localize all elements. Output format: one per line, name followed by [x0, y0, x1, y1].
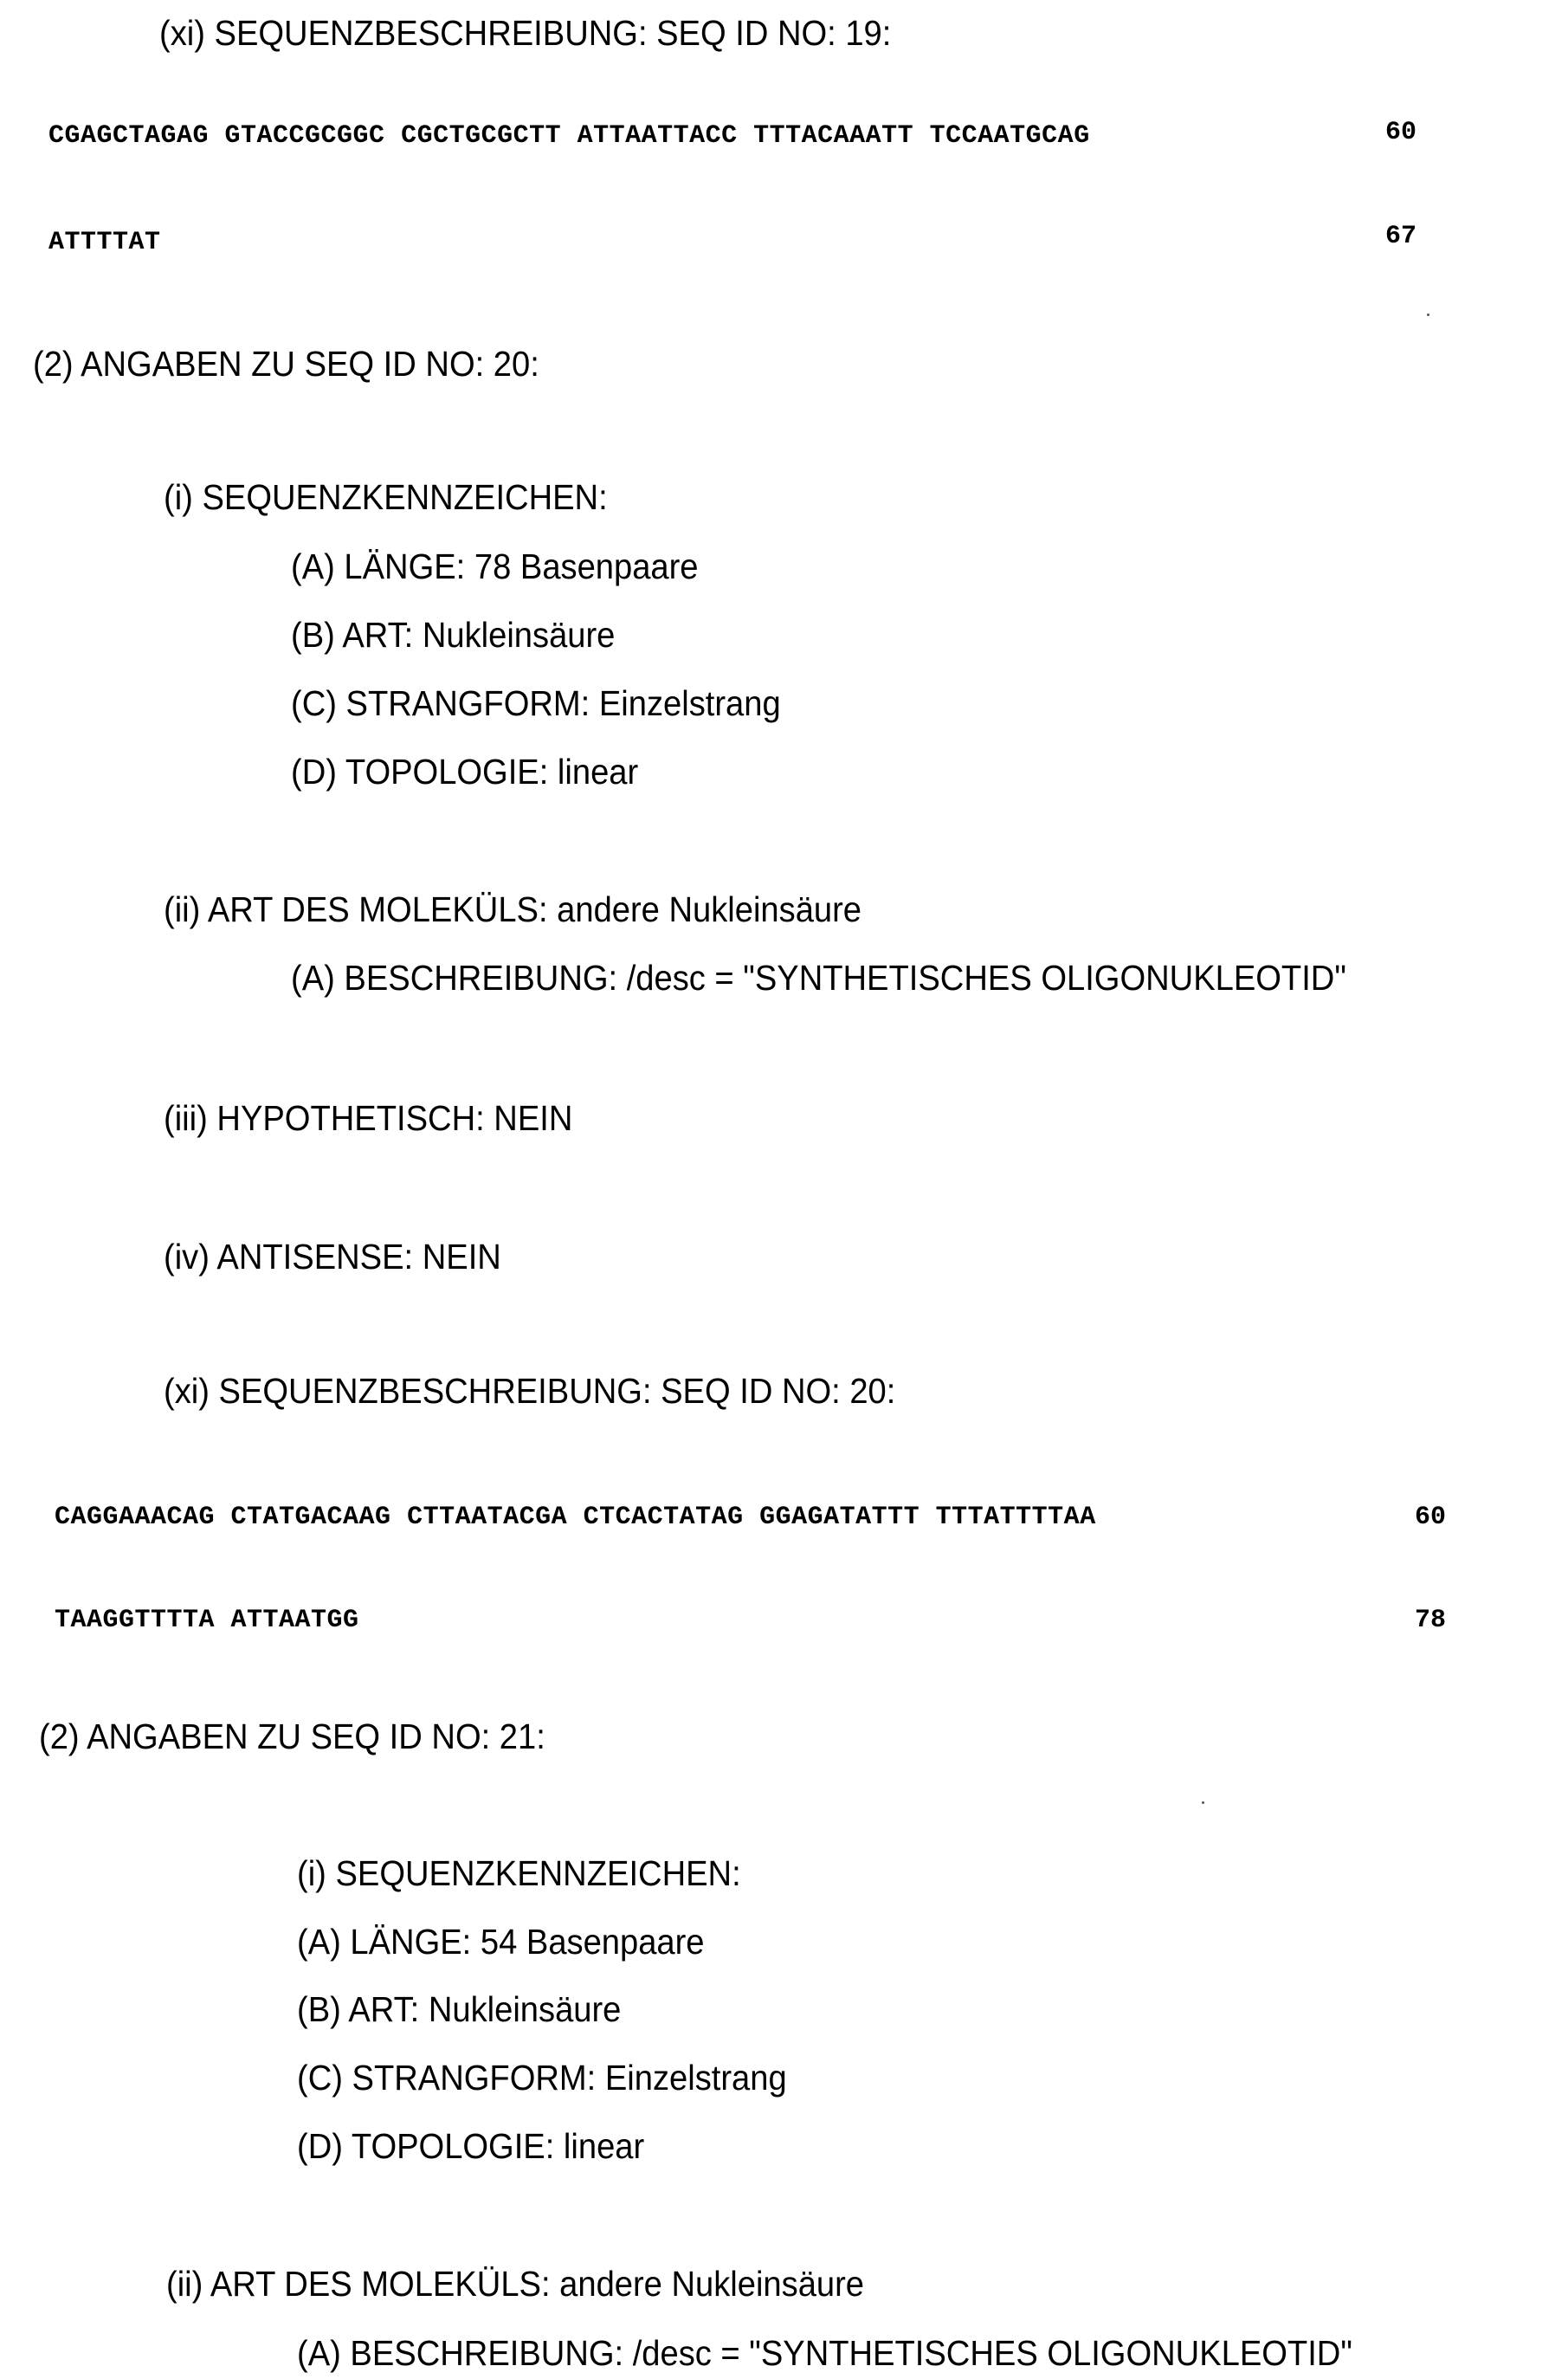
- seq20-sequence-line-1: CAGGAAACAG CTATGACAAG CTTAATACGA CTCACTATAG GGAGATATTT TTTATTTTAA: [55, 1503, 1096, 1532]
- seq21-molecule-type: (ii) ART DES MOLEKÜLS: andere Nukleinsäure: [166, 2264, 865, 2304]
- seq19-sequence-line-1: CGAGCTAGAG GTACCGCGGC CGCTGCGCTT ATTAATTACC TTTACAAATT TCCAATGCAG: [48, 121, 1090, 151]
- seq20-molecule-description: (A) BESCHREIBUNG: /desc = "SYNTHETISCHES OLIGONUKLEOTID": [291, 958, 1346, 998]
- seq19-sequence-line-2: ATTTTAT: [48, 228, 161, 257]
- scan-artifact-dot: [1427, 314, 1429, 316]
- seq20-antisense: (iv) ANTISENSE: NEIN: [164, 1237, 501, 1277]
- seq21-topology: (D) TOPOLOGIE: linear: [297, 2126, 645, 2166]
- seq20-heading: (2) ANGABEN ZU SEQ ID NO: 20:: [33, 344, 539, 384]
- seq21-length: (A) LÄNGE: 54 Basenpaare: [297, 1922, 705, 1962]
- seq20-hypothetical: (iii) HYPOTHETISCH: NEIN: [164, 1098, 573, 1138]
- seq20-topology: (D) TOPOLOGIE: linear: [291, 752, 639, 792]
- seq20-length: (A) LÄNGE: 78 Basenpaare: [291, 546, 699, 586]
- seq20-sequence-position-1: 60: [1415, 1503, 1447, 1532]
- scan-artifact-dot: [1202, 1801, 1204, 1804]
- seq19-description-heading: (xi) SEQUENZBESCHREIBUNG: SEQ ID NO: 19:: [159, 13, 892, 53]
- seq21-type: (B) ART: Nukleinsäure: [297, 1989, 622, 2029]
- seq19-sequence-position-1: 60: [1385, 118, 1417, 147]
- seq20-sequence-line-2: TAAGGTTTTA ATTAATGG: [55, 1606, 359, 1635]
- seq20-description-heading: (xi) SEQUENZBESCHREIBUNG: SEQ ID NO: 20:: [164, 1371, 896, 1411]
- seq21-strandedness: (C) STRANGFORM: Einzelstrang: [297, 2058, 787, 2098]
- seq21-characteristics-heading: (i) SEQUENZKENNZEICHEN:: [297, 1853, 741, 1893]
- seq20-strandedness: (C) STRANGFORM: Einzelstrang: [291, 683, 781, 723]
- seq21-heading: (2) ANGABEN ZU SEQ ID NO: 21:: [39, 1716, 545, 1756]
- seq21-molecule-description: (A) BESCHREIBUNG: /desc = "SYNTHETISCHES OLIGONUKLEOTID": [297, 2333, 1352, 2373]
- seq20-molecule-type: (ii) ART DES MOLEKÜLS: andere Nukleinsäure: [164, 889, 862, 929]
- seq20-sequence-position-2: 78: [1415, 1606, 1447, 1635]
- seq19-sequence-position-2: 67: [1385, 222, 1417, 251]
- seq20-characteristics-heading: (i) SEQUENZKENNZEICHEN:: [164, 477, 608, 517]
- seq20-type: (B) ART: Nukleinsäure: [291, 615, 616, 655]
